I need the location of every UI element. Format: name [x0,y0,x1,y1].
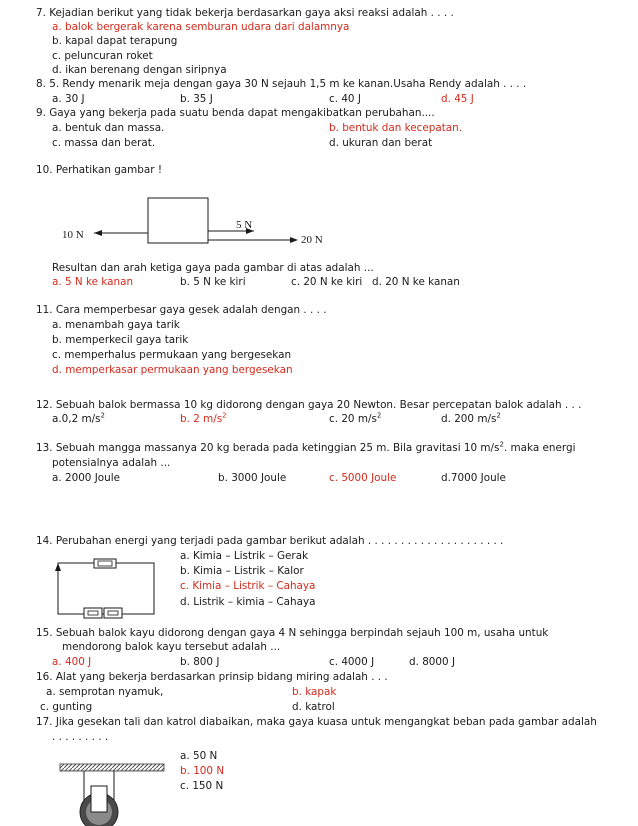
q14-option-d: d. Listrik – kimia – Cahaya [180,596,316,608]
q16-option-c: c. gunting [40,701,93,713]
q16-stem: 16. Alat yang bekerja berdasarkan prinsip bidang miring adalah . . . [36,671,388,683]
q10-option-d: d. 20 N ke kanan [372,276,460,288]
q7-option-b: b. kapal dapat terapung [52,35,178,47]
q9-option-a: a. bentuk dan massa. [52,122,165,134]
q14-option-b: b. Kimia – Listrik – Kalor [180,565,304,577]
q10-option-a: a. 5 N ke kanan [52,276,134,288]
q15-option-b: b. 800 J [180,656,220,668]
q7-option-d: d. ikan berenang dengan siripnya [52,64,227,76]
q17-stem-line1: 17. Jika gesekan tali dan katrol diabaikan, maka gaya kuasa untuk mengangkat beban pada gambar adalah [36,716,597,728]
q14-option-c: c. Kimia – Listrik – Cahaya [180,580,316,592]
q14-stem: 14. Perubahan energi yang terjadi pada gambar berikut adalah . . . . . . . . . . . . . . . . . . . . . [36,535,504,547]
q9-option-b: b. bentuk dan kecepatan. [329,122,463,134]
q17-option-c: c. 150 N [180,780,224,792]
q12-option-b: b. 2 $m/s^2$ [180,411,227,425]
q11-stem: 11. Cara memperbesar gaya gesek adalah dengan . . . . [36,304,327,316]
q13-option-c: c. 5000 Joule [329,472,397,484]
q15-option-d: d. 8000 J [409,656,456,668]
q7-option-a: a. balok bergerak karena semburan udara dari dalamnya [52,21,350,33]
q9-stem: 9. Gaya yang bekerja pada suatu benda dapat mengakibatkan perubahan.... [36,107,435,119]
q15-stem-line2: mendorong balok kayu tersebut adalah ... [62,641,281,653]
q12-option-d: d. 200 $m/s^2$ [441,411,501,425]
q10-prompt: Resultan dan arah ketiga gaya pada gambar di atas adalah ... [52,262,374,274]
q15-option-c: c. 4000 J [329,656,375,668]
q16-option-b: b. kapak [292,686,337,698]
q13-stem-line2: potensialnya adalah ... [52,457,171,469]
load-block [91,786,107,812]
q7-option-c: c. peluncuran roket [52,50,153,62]
q13-option-d: d.7000 Joule [441,472,506,484]
q15-option-a: a. 400 J [52,656,92,668]
q11-option-d: d. memperkasar permukaan yang bergesekan [52,364,293,376]
q17-stem-line2: . . . . . . . . . [52,731,109,743]
q16-option-d: d. katrol [292,701,335,713]
q12-stem: 12. Sebuah balok bermassa 10 kg didorong dengan gaya 20 Newton. Besar percepatan balok adalah . . . [36,399,582,411]
q17-option-a: a. 50 N [180,750,218,762]
q14-option-a: a. Kimia – Listrik – Gerak [180,550,309,562]
q11-option-c: c. memperhalus permukaan yang bergesekan [52,349,292,361]
q8-option-b: b. 35 J [180,93,213,105]
q13-option-a: a. 2000 Joule [52,472,121,484]
q12-option-a: a.0,2 $m/s^2$ [52,411,106,425]
q10-option-b: b. 5 N ke kiri [180,276,246,288]
q8-option-a: a. 30 J [52,93,85,105]
q8-stem: 8. 5. Rendy menarik meja dengan gaya 30 N sejauh 1,5 m ke kanan.Usaha Rendy adalah . . . . [36,78,527,90]
ceiling-support [60,764,164,771]
q9-option-c: c. massa dan berat. [52,137,156,149]
q15-stem-line1: 15. Sebuah balok kayu didorong dengan gaya 4 N sehingga berpindah sejauh 100 m, usaha untuk [36,627,549,639]
q10-option-c: c. 20 N ke kiri [291,276,363,288]
top-force-label: 5 N [236,219,253,231]
q11-option-b: b. memperkecil gaya tarik [52,334,189,346]
q7-stem: 7. Kejadian berikut yang tidak bekerja berdasarkan gaya aksi reaksi adalah . . . . [36,7,454,19]
q9-option-d: d. ukuran dan berat [329,137,433,149]
right-force-label: 20 N [301,234,323,246]
q12-option-c: c. 20 $m/s^2$ [329,411,382,425]
q16-option-a: a. semprotan nyamuk, [46,686,164,698]
q17-option-b: b. 100 N [180,765,225,777]
q10-stem: 10. Perhatikan gambar ! [36,164,162,176]
q13-stem-line1: 13. Sebuah mangga massanya 20 kg berada pada ketinggian 25 m. Bila gravitasi 10 $m/s^2$. maka energi [36,440,576,454]
q8-option-d: d. 45 J [441,93,474,105]
q8-option-c: c. 40 J [329,93,361,105]
q11-option-a: a. menambah gaya tarik [52,319,180,331]
q13-option-b: b. 3000 Joule [218,472,287,484]
left-force-label: 10 N [62,229,84,241]
